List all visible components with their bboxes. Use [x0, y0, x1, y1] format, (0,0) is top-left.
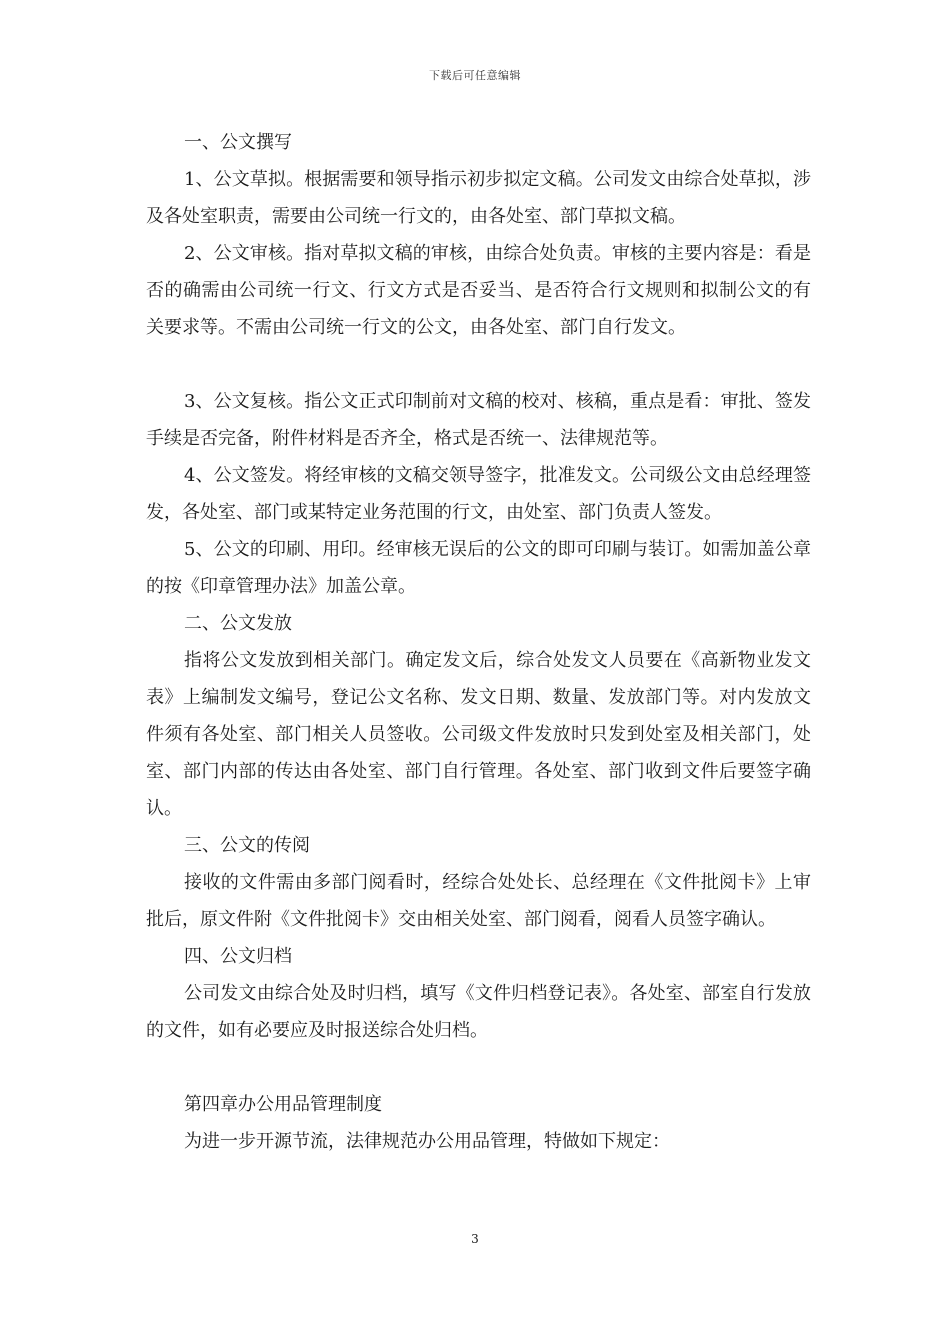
section-heading-archiving: 四、公文归档	[184, 946, 292, 967]
paragraph-office-supplies-intro: 为进一步开源节流，法律规范办公用品管理，特做如下规定：	[184, 1131, 670, 1152]
paragraph-recheck: 3、公文复核。指公文正式印制前对文稿的校对、核稿，重点是看：审批、签发手续是否完备，附件材料是否齐全，格式是否统一、法律规范等。	[146, 391, 811, 449]
paragraph-drafting: 1、公文草拟。根据需要和领导指示初步拟定文稿。公司发文由综合处草拟，涉及各处室职责，需要由公司统一行文的，由各处室、部门草拟文稿。	[146, 169, 811, 227]
paragraph-distribution: 指将公文发放到相关部门。确定发文后，综合处发文人员要在《高新物业发文表》上编制发文编号，登记公文名称、发文日期、数量、发放部门等。对内发放文件须有各处室、部门相关人员签收。公司级文件发放时只发到处室及相关部门，处室、部门内部的传达由各处室、部门自行管理。各处室、部门收到文件后要签字确认。	[146, 650, 811, 819]
section-heading-circulation: 三、公文的传阅	[184, 835, 310, 856]
document-body	[146, 124, 811, 1160]
paragraph-signing: 4、公文签发。将经审核的文稿交领导签字，批准发文。公司级公文由总经理签发，各处室、部门或某特定业务范围的行文，由处室、部门负责人签发。	[146, 465, 811, 523]
section-heading-drafting: 一、公文撰写	[184, 132, 292, 153]
paragraph-spacer	[146, 1049, 811, 1086]
chapter-heading-office-supplies: 第四章办公用品管理制度	[184, 1094, 382, 1115]
paragraph-archiving: 公司发文由综合处及时归档，填写《文件归档登记表》。各处室、部室自行发放的文件，如有必要应及时报送综合处归档。	[146, 983, 811, 1041]
paragraph-printing: 5、公文的印刷、用印。经审核无误后的公文的即可印刷与装订。如需加盖公章的按《印章管理办法》加盖公章。	[146, 539, 811, 597]
paragraph-circulation: 接收的文件需由多部门阅看时，经综合处处长、总经理在《文件批阅卡》上审批后，原文件附《文件批阅卡》交由相关处室、部门阅看，阅看人员签字确认。	[146, 872, 811, 930]
page-number: 3	[471, 1232, 479, 1246]
paragraph-review: 2、公文审核。指对草拟文稿的审核，由综合处负责。审核的主要内容是：看是否的确需由公司统一行文、行文方式是否妥当、是否符合行文规则和拟制公文的有关要求等。不需由公司统一行文的公文，由各处室、部门自行发文。	[146, 243, 811, 338]
section-heading-distribution: 二、公文发放	[184, 613, 292, 634]
page-header-note: 下载后可任意编辑	[429, 69, 521, 82]
paragraph-spacer	[146, 346, 811, 383]
